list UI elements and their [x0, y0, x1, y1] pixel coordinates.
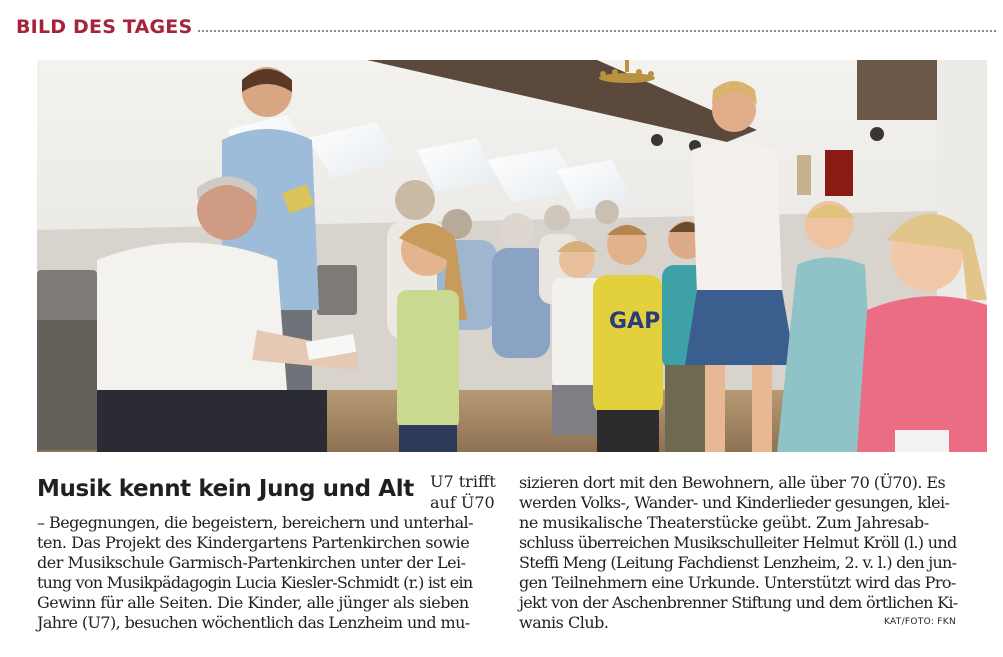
body-line: Steffi Meng (Leitung Fachdienst Lenzheim, 2. v. l.) den jun-	[519, 553, 957, 572]
article-photo	[37, 60, 987, 452]
body-line: – Begegnungen, die begeistern, bereichern und unterhal-	[37, 513, 473, 532]
body-line: wanis Club.	[519, 613, 609, 632]
kicker-line: U7 trifft	[430, 472, 496, 491]
kicker-line: auf Ü70	[430, 493, 495, 512]
body-line: Gewinn für alle Seiten. Die Kinder, alle jünger als sieben	[37, 593, 469, 612]
body-line: jekt von der Aschenbrenner Stiftung und dem örtlichen Ki-	[519, 593, 958, 612]
body-line: ne musikalische Theaterstücke geübt. Zum Jahresab-	[519, 513, 929, 532]
article-headline: Musik kennt kein Jung und Alt	[37, 476, 414, 502]
photo-credit: KAT/FOTO: FKN	[884, 617, 957, 627]
body-line: tung von Musikpädagogin Lucia Kiesler-Schmidt (r.) ist ein	[37, 573, 473, 592]
body-line: werden Volks-, Wander- und Kinderlieder gesungen, klei-	[519, 493, 950, 512]
body-line: sizieren dort mit den Bewohnern, alle über 70 (Ü70). Es	[519, 473, 946, 492]
body-line: ten. Das Projekt des Kindergartens Partenkirchen sowie	[37, 533, 470, 552]
body-line: gen Teilnehmern eine Urkunde. Unterstützt wird das Pro-	[519, 573, 956, 592]
body-line: Jahre (U7), besuchen wöchentlich das Lenzheim und mu-	[37, 613, 470, 632]
shirt-print: GAP	[609, 309, 661, 334]
section-header	[16, 12, 996, 42]
body-line: schluss überreichen Musikschulleiter Helmut Kröll (l.) und	[519, 533, 957, 552]
section-title: BILD DES TAGES	[16, 16, 193, 38]
dotted-rule	[198, 30, 996, 32]
body-line: der Musikschule Garmisch-Partenkirchen unter der Lei-	[37, 553, 466, 572]
